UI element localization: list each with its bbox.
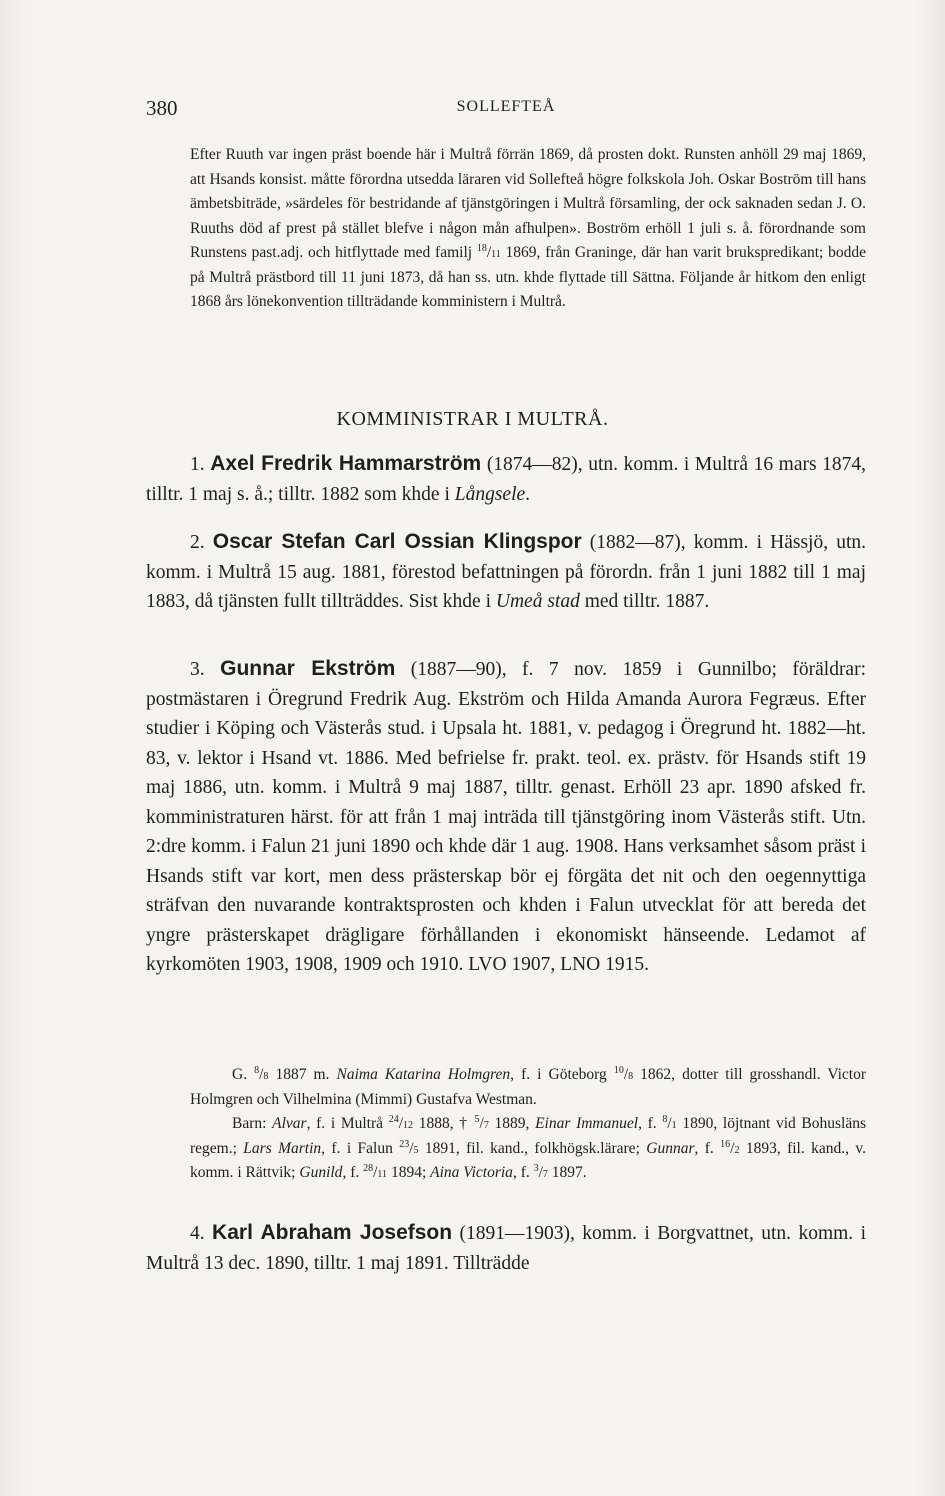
- fraction-num: 8: [254, 1064, 260, 1076]
- child-text: 1897.: [547, 1164, 587, 1181]
- fraction-den: 7: [483, 1120, 489, 1131]
- entry-name: Oscar Stefan Carl Ossian Klingspor: [212, 530, 582, 553]
- fraction-num: 8: [662, 1113, 668, 1125]
- fraction-den: 11: [377, 1169, 388, 1180]
- child-text: 1889,: [488, 1115, 536, 1132]
- entry-number: 3.: [190, 659, 205, 680]
- marriage-year: 1887 m.: [268, 1066, 337, 1083]
- child-text: , f.: [512, 1164, 534, 1181]
- marriage-mid: , f. i Göteborg: [510, 1066, 614, 1083]
- child-text: 1891, fil. kand., folkhögsk.lärare;: [418, 1139, 647, 1157]
- child-name: Lars Martin: [243, 1139, 322, 1157]
- entry-place: Umeå stad: [495, 591, 580, 612]
- child-text: , f.: [342, 1164, 364, 1181]
- fraction-num: 23: [399, 1138, 410, 1150]
- entry-4: [146, 1218, 866, 1278]
- child-text: 1888, †: [413, 1115, 475, 1132]
- entry-text: (1882—87), komm. i Hässjö, utn. komm. i Multrå 15 aug. 1881, förestod befattningen på förordn. från 1 juni 1882 till 1 maj 1883, då tjänsten fullt tillträddes. Sist khde i: [146, 532, 866, 612]
- entry-name: Gunnar Ekström: [220, 657, 396, 680]
- entry-name: Axel Fredrik Hammarström: [210, 452, 482, 475]
- fraction-den: 8: [263, 1071, 269, 1082]
- entry-end: .: [525, 483, 531, 505]
- marriage-prefix: G.: [232, 1066, 255, 1083]
- entry-number: 2.: [190, 532, 205, 553]
- entry-number: 4.: [190, 1223, 205, 1244]
- entry-2: [146, 527, 866, 617]
- entry-text: (1874—82), utn. komm. i Multrå 16 mars 1874, tilltr. 1 maj s. å.; tilltr. 1882 som khde i: [146, 454, 867, 505]
- fraction-num: 5: [474, 1113, 480, 1125]
- entry-name: Karl Abraham Josefson: [212, 1221, 453, 1244]
- marriage-rest: 1862, dotter till grosshandl. Victor Holmgren och Vilhelmina (Mimmi) Gustafva Westman.: [190, 1066, 866, 1108]
- child-name: Gunnar: [646, 1139, 695, 1157]
- family-notes: [190, 1063, 866, 1186]
- child-name: Einar Immanuel: [535, 1115, 639, 1132]
- entry-1: [146, 449, 866, 509]
- child-text: , f. i Falun: [321, 1139, 400, 1157]
- fraction-den: 8: [628, 1071, 634, 1082]
- child-name: Alvar: [272, 1115, 307, 1132]
- running-title: SOLLEFTEÅ: [456, 98, 556, 115]
- fraction-num: 16: [720, 1138, 731, 1150]
- marriage-paragraph: G. $^8$/8 1887 m. Naima Katarina Holmgren, f. i Göteborg $^{10}$/8 1862, dotter till grosshandl. Victor Holmgren och Vilhelmina (Mimmi) Gustafva Westman.: [190, 1064, 866, 1108]
- entry-number: 1.: [190, 454, 205, 475]
- fraction-den: 5: [413, 1144, 419, 1156]
- wife-name: Naima Katarina Holmgren: [336, 1066, 511, 1083]
- section-heading: KOMMINISTRAR I MULTRÅ.: [336, 408, 609, 430]
- child-text: 1890, löjtnant vid Bohusläns regem.;: [190, 1115, 867, 1157]
- entry-end: med tilltr. 1887.: [579, 591, 710, 612]
- child-name: Aina Victoria: [430, 1164, 513, 1181]
- intro-text-after: 1869, från Graninge, där han varit brukspredikant; bodde på Multrå prästbord till 11 juni 1873, då han ss. utn. khde flyttade till Sättna. Följande år hitkom den enligt 1868 års lönekonvention tillträdande komministern i Multrå.: [190, 244, 866, 310]
- fraction-den: 2: [734, 1144, 740, 1156]
- child-text: , f.: [694, 1139, 721, 1157]
- intro-date-den: 11: [491, 249, 501, 260]
- fraction-num: 28: [363, 1162, 374, 1174]
- fraction-num: 3: [533, 1162, 539, 1174]
- entry-3: [146, 654, 866, 980]
- intro-paragraph: Efter Ruuth var ingen präst boende här i Multrå förrän 1869, då prosten dokt. Runsten anhöll 29 maj 1869, att Hsands konsist. måtte förordna utsedda läraren vid Sollefteå högre folkskola Joh. Oskar Boström till hans ämbetsbiträde, »särdeles för bestridande af tjänstgöringen i Multrå församling, der ock saknaden sedan J. O. Ruuths död af prest på stället blefve i någon mån afhulpen». Boström erhöll 1 juli s. å. förordnande som Runstens past.adj. och hitflyttade med familj $^{18}$/11 1869, från Graninge, där han varit brukspredikant; bodde på Multrå prästbord till 11 juni 1873, då han ss. utn. khde flyttade till Sättna. Följande år hitkom den enligt 1868 års lönekonvention tillträdande komministern i Multrå.: [190, 146, 866, 310]
- entry-place: Långsele: [454, 483, 526, 505]
- fraction-den: 7: [542, 1169, 548, 1180]
- child-name: Gunild: [299, 1164, 343, 1181]
- child-text: , f. i Multrå: [306, 1115, 389, 1132]
- child-text: 1893, fil. kand., v. komm. i Rättvik;: [190, 1139, 866, 1181]
- intro-text: Efter Ruuth var ingen präst boende här i Multrå förrän 1869, då prosten dokt. Runsten anhöll 29 maj 1869, att Hsands konsist. måtte förordna utsedda läraren vid Sollefteå högre folkskola Joh. Oskar Boström till hans ämbetsbiträde, »särdeles för bestridande af tjänstgöringen i Multrå församling, der ock saknaden sedan J. O. Ruuths död af prest på stället blefve i någon mån afhulpen». Boström erhöll 1 juli s. å. förordnande som Runstens past.adj. och hitflyttade med familj: [190, 146, 866, 261]
- fraction-den: 12: [403, 1120, 414, 1131]
- entry-text: (1887—90), f. 7 nov. 1859 i Gunnilbo; föräldrar: postmästaren i Öregrund Fredrik Aug. Ekström och Hilda Amanda Aurora Fegræus. Efter studier i Köping och Västerås stud. i Upsala ht. 1881, v. pedagog i Öregrund ht. 1882—ht. 83, v. lektor i Hsand vt. 1886. Med befrielse fr. prakt. teol. ex. prästv. för Hsands stift 19 maj 1886, utn. komm. i Multrå 9 maj 1887, tilltr. genast. Erhöll 23 apr. 1890 afsked fr. komministraturen härst. för att från 1 maj inträda till tjänstgöring inom Västerås stift. Utn. 2:dre komm. i Falun 21 juni 1890 och khde där 1 aug. 1908. Hans verksamhet såsom präst i Hsands stift var kort, men dess prästerskap bör ej förgäta det nit och den oegennyttiga sträfvan den nuvarande kontraktsprosten och khden i Falun utvecklat för att bereda det yngre prästerskapet drägligare förhållanden i ekonomiskt hänseende. Ledamot af kyrkomöten 1903, 1908, 1909 och 1910. LVO 1907, LNO 1915.: [146, 659, 867, 975]
- running-head: [146, 96, 866, 126]
- page-number: 380: [146, 96, 178, 120]
- child-text: 1894;: [387, 1164, 431, 1181]
- entry-text: (1891—1903), komm. i Borgvattnet, utn. komm. i Multrå 13 dec. 1890, tilltr. 1 maj 1891. Tillträdde: [146, 1223, 867, 1274]
- fraction-num: 10: [613, 1064, 624, 1076]
- child-text: , f.: [638, 1115, 663, 1132]
- fraction-den: 1: [671, 1120, 677, 1131]
- children-label: Barn:: [232, 1115, 273, 1132]
- intro-date-num: 18: [476, 242, 487, 254]
- fraction-num: 24: [388, 1113, 399, 1125]
- children-paragraph: Barn: Alvar, f. i Multrå $^{24}$/12 1888, † $^5$/7 1889, Einar Immanuel, f. $^8$/1 1890, löjtnant vid Bohusläns regem.; Lars Martin, f. i Falun $^{23}$/5 1891, fil. kand., folkhögsk.lärare; Gunnar, f. $^{16}$/2 1893, fil. kand., v. komm. i Rättvik; Gunild, f. $^{28}$/11 1894; Aina Victoria, f. $^3$/7 1897.: [190, 1113, 867, 1181]
